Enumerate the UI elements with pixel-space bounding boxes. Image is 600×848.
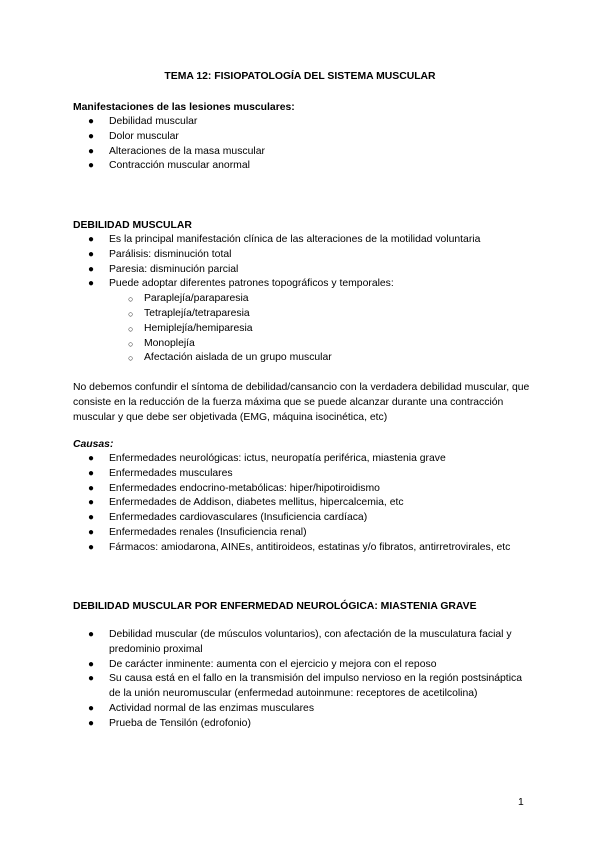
list-item: ● Fármacos: amiodarona, AINEs, antitiroideos, estatinas y/o fibratos, antirretrovirales, etc (73, 541, 543, 556)
bullet-icon: ● (88, 717, 95, 729)
bullet-icon: ● (88, 702, 95, 714)
list-item: ● Debilidad muscular (de músculos voluntarios), con afectación de la musculatura facial y predominio proximal (88, 629, 512, 655)
list-item: ● Parálisis: disminución total (73, 248, 543, 263)
sub-list-item: ○ Afectación aislada de un grupo muscular (73, 351, 543, 366)
bullet-icon: ● (88, 263, 95, 275)
hollow-bullet-icon: ○ (128, 353, 134, 364)
bullet-icon: ● (88, 629, 95, 640)
list-item: ● Enfermedades musculares (73, 467, 543, 482)
bullet-icon: ● (88, 497, 95, 509)
bullet-icon: ● (88, 658, 95, 670)
bullet-icon: ● (88, 453, 95, 464)
section-causas (73, 437, 543, 556)
list-item: ● Enfermedades de Addison, diabetes mellitus, hipercalcemia, etc (73, 496, 543, 511)
list-item: ● Alteraciones de la masa muscular (73, 145, 543, 160)
list-item: ● Enfermedades cardiovasculares (Insuficiencia cardíaca) (73, 511, 543, 526)
sub-list-item: ○ Tetraplejía/tetraparesia (73, 307, 543, 322)
bullet-icon: ● (88, 526, 95, 538)
bullet-icon: ● (88, 482, 95, 494)
debilidad-paragraph (73, 380, 543, 425)
list-item: ● Puede adoptar diferentes patrones topográficos y temporales: (73, 277, 543, 292)
section-debilidad-muscular (73, 218, 543, 366)
list-item: ● Enfermedades neurológicas: ictus, neuropatía periférica, miastenia grave (73, 452, 543, 467)
list-item: ● Dolor muscular (73, 130, 543, 145)
document-title: TEMA 12: FISIOPATOLOGÍA DEL SISTEMA MUSCULAR (164, 71, 436, 82)
section-manifestaciones (73, 100, 543, 174)
list-item: ● Paresia: disminución parcial (73, 263, 543, 278)
section-heading: DEBILIDAD MUSCULAR (73, 220, 192, 231)
sub-list-item: ○ Monoplejía (73, 337, 543, 352)
bullet-icon: ● (88, 234, 95, 245)
page-number: 1 (518, 797, 524, 808)
list-item: ● Su causa está en el fallo en la transmisión del impulso nervioso en la región postsináptica de la unión neuromuscular (enfermedad autoinmune: receptores de acetilcolina) (88, 673, 522, 700)
section-heading: Manifestaciones de las lesiones musculares: (73, 102, 295, 113)
bullet-list (73, 233, 543, 366)
bullet-icon: ● (88, 278, 95, 290)
section-heading: Causas: (73, 439, 114, 450)
bullet-list (73, 115, 543, 174)
hollow-bullet-icon: ○ (128, 294, 134, 305)
list-item: ● Enfermedades endocrino-metabólicas: hiper/hipotiroidismo (73, 482, 543, 497)
list-item: ● De carácter inminente: aumenta con el ejercicio y mejora con el reposo (73, 658, 523, 673)
bullet-icon: ● (88, 145, 95, 157)
bullet-icon: ● (88, 130, 95, 142)
hollow-bullet-icon: ○ (128, 323, 134, 334)
list-item: ● Contracción muscular anormal (73, 159, 543, 174)
bullet-icon: ● (88, 673, 95, 685)
bullet-icon: ● (88, 116, 95, 127)
bullet-list (73, 628, 543, 732)
bullet-icon: ● (88, 248, 95, 260)
section-heading: DEBILIDAD MUSCULAR POR ENFERMEDAD NEUROLÓGICA: MIASTENIA GRAVE (73, 601, 477, 612)
body-paragraph: No debemos confundir el síntoma de debilidad/cansancio con la verdadera debilidad muscular, que consiste en la reducción de la fuerza máxima que se puede alcanzar durante una contracción muscular y que debe ser objetivada (EMG, máquina isocinética, etc) (73, 382, 530, 423)
sub-list-item: ○ Hemiplejía/hemiparesia (73, 322, 543, 337)
section-miastenia-grave (73, 599, 543, 732)
bullet-icon: ● (88, 160, 95, 172)
list-item: ● Debilidad muscular (73, 115, 543, 130)
list-item: ● Actividad normal de las enzimas musculares (73, 702, 523, 717)
hollow-bullet-icon: ○ (128, 308, 134, 319)
bullet-icon: ● (88, 467, 95, 479)
bullet-list (73, 452, 543, 556)
list-item: ● Es la principal manifestación clínica de las alteraciones de la motilidad voluntaria (73, 233, 543, 248)
sub-list-item: ○ Paraplejía/paraparesia (73, 292, 543, 307)
list-item: ● Enfermedades renales (Insuficiencia renal) (73, 526, 543, 541)
hollow-bullet-icon: ○ (128, 338, 134, 349)
bullet-icon: ● (88, 541, 95, 553)
bullet-icon: ● (88, 512, 95, 524)
list-item: ● Prueba de Tensilón (edrofonio) (73, 717, 523, 732)
